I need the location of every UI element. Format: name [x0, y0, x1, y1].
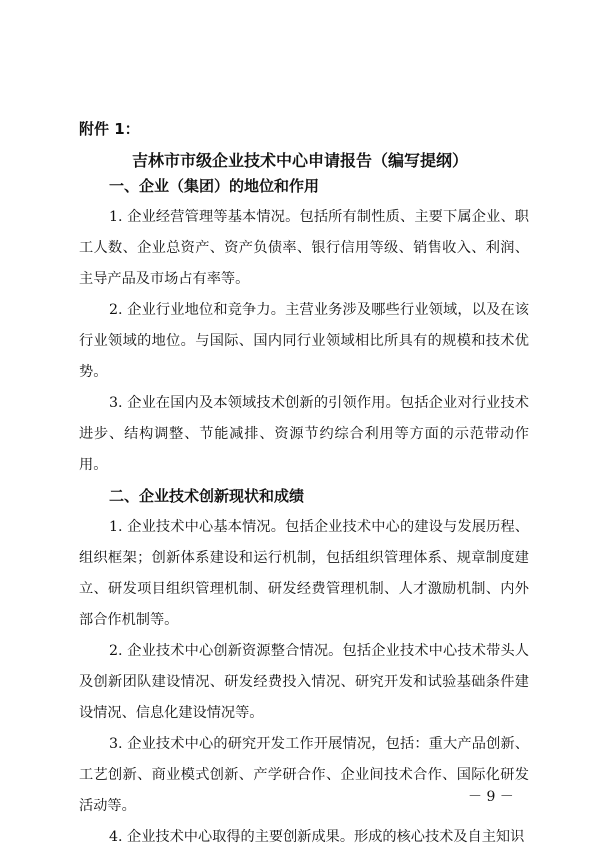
paragraph: 2. 企业行业地位和竞争力。主营业务涉及哪些行业领域，以及在该行业领域的地位。与国际、国内同行业领域相比所具有的规模和技术优势。 — [79, 302, 529, 380]
paragraph: 3. 企业在国内及本领域技术创新的引领作用。包括企业对行业技术进步、结构调整、节能减排、资源节约综合利用等方面的示范带动作用。 — [79, 395, 529, 473]
section-1 — [79, 171, 529, 481]
document-body — [79, 171, 529, 853]
section-heading: 一、企业（集团）的地位和作用 — [109, 177, 320, 195]
paragraph: 1. 企业经营管理等基本情况。包括所有制性质、主要下属企业、职工人数、企业总资产、资产负债率、银行信用等级、销售收入、利润、主导产品及市场占有率等。 — [79, 209, 529, 287]
page-number: － 9 － — [468, 789, 514, 805]
document-title: 吉林市市级企业技术中心申请报告（编写提纲） — [131, 151, 468, 170]
paragraph: 1. 企业技术中心基本情况。包括企业技术中心的建设与发展历程、组织框架；创新体系建设和运行机制，包括组织管理体系、规章制度建立、研发项目组织管理机制、研发经费管理机制、人才激励机制、内外部合作机制等。 — [79, 519, 529, 628]
paragraph: 4. 企业技术中心取得的主要创新成果。形成的核心技术及自主知识 — [109, 829, 525, 845]
annex-label: 附件 1： — [79, 120, 140, 138]
section-heading: 二、企业技术创新现状和成绩 — [109, 487, 305, 505]
section-2 — [79, 481, 529, 853]
paragraph: 3. 企业技术中心的研究开发工作开展情况，包括：重大产品创新、工艺创新、商业模式创新、产学研合作、企业间技术合作、国际化研发活动等。 — [79, 736, 529, 814]
paragraph: 2. 企业技术中心创新资源整合情况。包括企业技术中心技术带头人及创新团队建设情况、研发经费投入情况、研究开发和试验基础条件建设情况、信息化建设情况等。 — [79, 643, 529, 721]
